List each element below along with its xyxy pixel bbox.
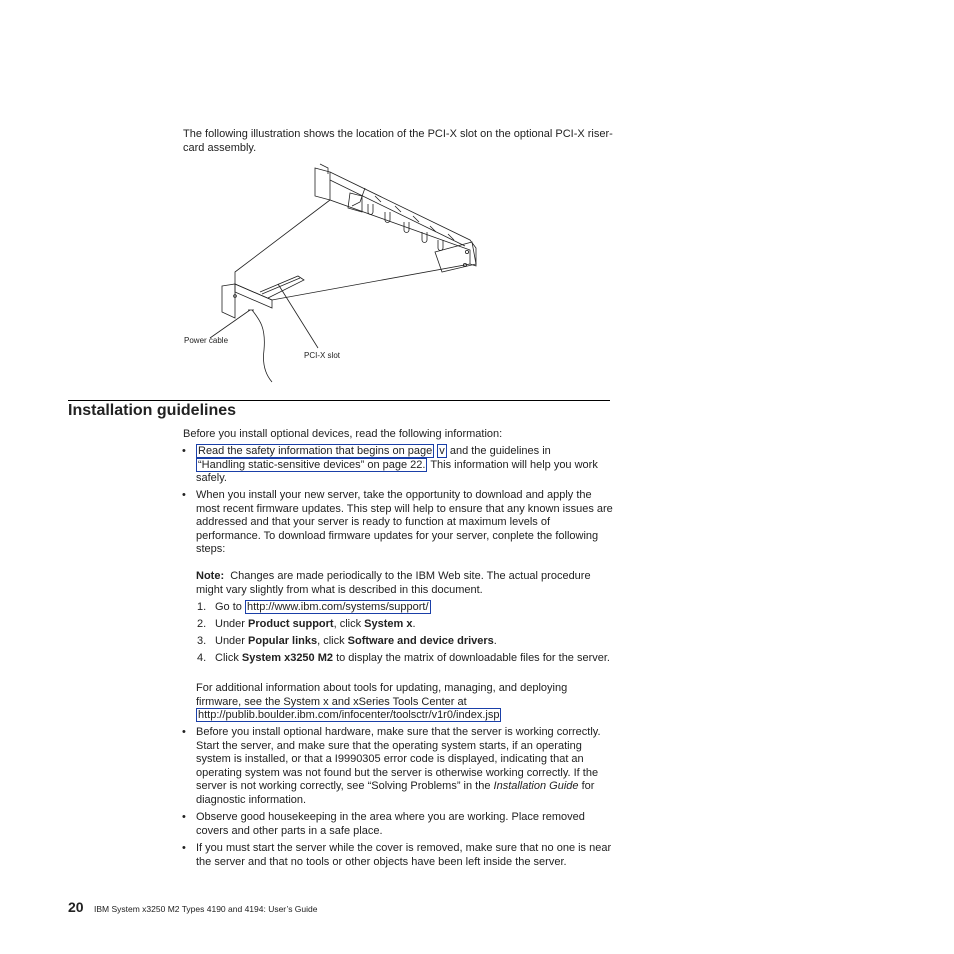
bullet-marker: • xyxy=(182,726,186,738)
system-model-label: System x3250 M2 xyxy=(241,652,334,664)
ibm-support-link[interactable]: http://www.ibm.com/systems/support/ xyxy=(246,601,429,613)
bullet-marker: • xyxy=(182,811,186,823)
step-text: , click xyxy=(317,635,348,647)
page-v-link[interactable]: v xyxy=(439,445,445,457)
tools-center-text: For additional information about tools for updating, managing, and deploying firmware, see the System x and xSeries Tools Center at xyxy=(196,682,568,708)
step-number: 4. xyxy=(197,652,207,664)
step-text: Under xyxy=(215,618,249,630)
static-sensitive-link[interactable]: “Handling static-sensitive devices” on page 22. xyxy=(198,458,426,471)
list-item-firmware: When you install your new server, take the opportunity to download and apply the most recent firmware updates. This step will help to ensure that any known issues are addressed and that your server is ready to function at maximum levels of performance. To download firmware updates for your server, conplete the following steps: xyxy=(196,489,613,556)
note-paragraph xyxy=(196,570,614,597)
installation-guide-title: Installation Guide xyxy=(493,780,579,793)
list-item-text: and the guidelines in xyxy=(446,445,551,457)
step-text: , click xyxy=(333,618,365,630)
list-item-text: for diagnostic information. xyxy=(196,780,595,806)
list-item-text: Before you install optional hardware, make sure that the server is working correctly. Start the server, and make sure that the operating system starts, if an operating system is installed, or that a I9990305 error code is displayed, indicating that an operating system was not found but the server is otherwise working correctly. If the server is not working correctly, see “Solving Problems” in the xyxy=(196,726,601,793)
footer-title: IBM System x3250 M2 Types 4190 and 4194: User’s Guide xyxy=(94,904,318,914)
step-2 xyxy=(215,618,615,632)
step-text: . xyxy=(493,635,497,647)
step-text: to display the matrix of downloadable files for the server. xyxy=(333,652,610,664)
note-label: Note: xyxy=(196,570,225,582)
step-text: Under xyxy=(215,635,249,647)
step-1 xyxy=(215,601,615,615)
bullet-marker: • xyxy=(182,842,186,854)
lead-paragraph: Before you install optional devices, read the following information: xyxy=(183,428,503,440)
list-item-housekeeping: Observe good housekeeping in the area where you are working. Place removed covers and other parts in a safe place. xyxy=(196,811,585,837)
tools-center-link[interactable]: http://publib.boulder.ibm.com/infocenter/toolsctr/v1r0/index.jsp xyxy=(198,709,500,722)
bullet-marker: • xyxy=(182,489,186,501)
step-number: 2. xyxy=(197,618,207,630)
figure-label-power-cable: Power cable xyxy=(184,336,229,345)
safety-info-link[interactable]: Read the safety information that begins on page xyxy=(198,445,433,457)
page-number: 20 xyxy=(68,899,84,915)
section-title: Installation guidelines xyxy=(68,402,237,419)
note-text: Changes are made periodically to the IBM Web site. The actual procedure might vary slightly from what is described in this document. xyxy=(196,570,591,596)
product-support-label: Product support xyxy=(248,618,334,630)
popular-links-label: Popular links xyxy=(248,635,318,647)
list-item-text: This information will help you work safely. xyxy=(196,458,598,485)
system-x-label: System x xyxy=(364,618,413,630)
list-item-cover-removed: If you must start the server while the cover is removed, make sure that no one is near the server and that no tools or other objects have been left inside the server. xyxy=(196,842,612,868)
bullet-marker: • xyxy=(182,445,186,457)
step-text: Click xyxy=(215,652,242,664)
intro-paragraph: The following illustration shows the location of the PCI-X slot on the optional PCI-X riser-card assembly. xyxy=(183,128,613,154)
tools-center-paragraph xyxy=(196,682,614,723)
step-text: . xyxy=(412,618,416,630)
step-number: 3. xyxy=(197,635,207,647)
figure-label-pci-x-slot: PCI-X slot xyxy=(304,351,341,360)
step-4 xyxy=(215,652,615,666)
list-item-safety xyxy=(196,445,614,486)
step-number: 1. xyxy=(197,601,207,613)
step-3 xyxy=(215,635,615,649)
step-text: Go to xyxy=(215,601,245,613)
list-item-verify-server xyxy=(196,726,614,808)
software-drivers-label: Software and device drivers xyxy=(347,635,494,647)
